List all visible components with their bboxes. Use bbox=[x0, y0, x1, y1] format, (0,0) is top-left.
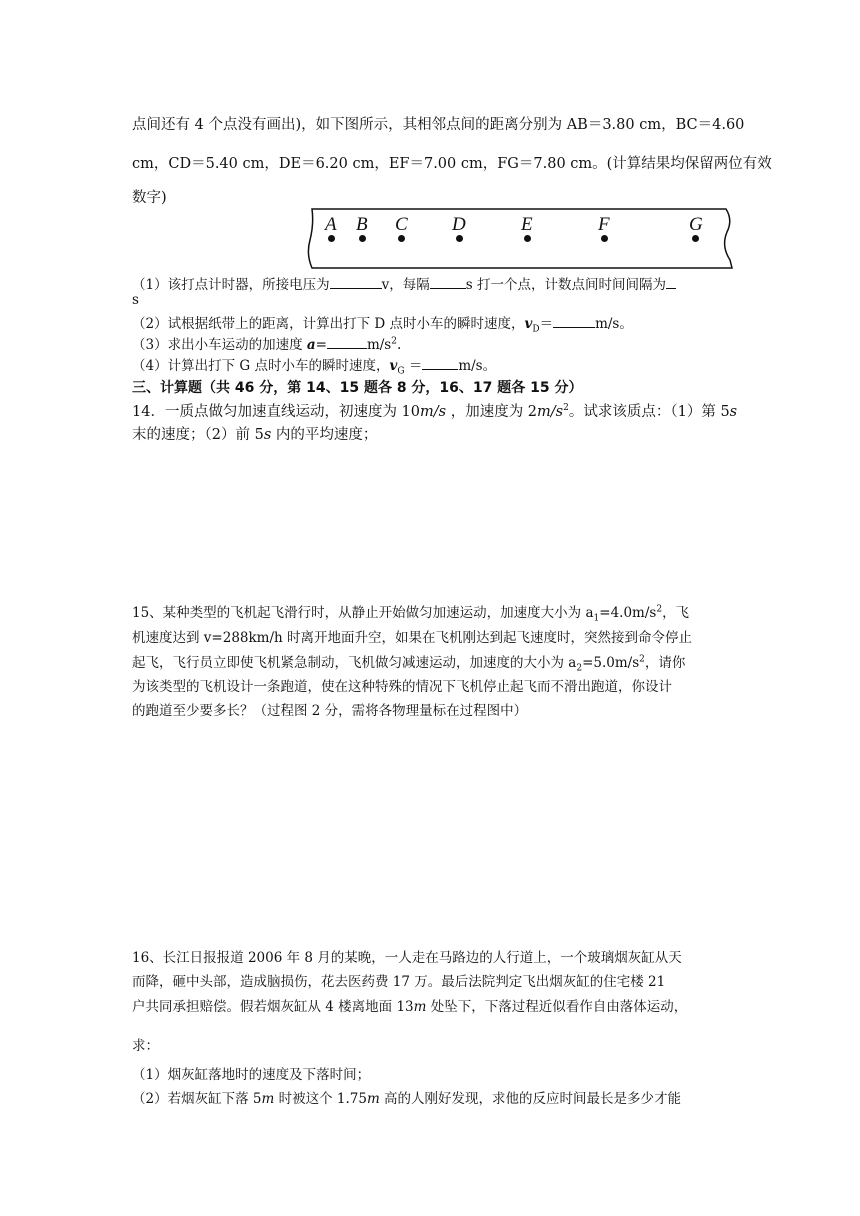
point-label-a: A bbox=[325, 214, 337, 235]
tape-dot-e bbox=[524, 235, 531, 242]
q14-line-2: 末的速度；（2）前 5s 内的平均速度； bbox=[132, 427, 378, 443]
q15-line-3: 起飞，飞行员立即使飞机紧急制动，飞机做匀减速运动，加速度的大小为 $a_2=5.0m/s^2$，请你 bbox=[132, 654, 686, 674]
point-label-e: E bbox=[521, 214, 533, 235]
ticker-tape-figure bbox=[300, 208, 736, 270]
intro-line-3: 数字) bbox=[132, 190, 167, 206]
vd-blank[interactable] bbox=[553, 315, 595, 328]
point-label-c: C bbox=[395, 214, 408, 235]
tape-dot-c bbox=[398, 235, 405, 242]
q15-line-4: 为该类型的飞机设计一条跑道，使在这种特殊的情况下飞机停止起飞而不滑出跑道，你设计 bbox=[132, 679, 672, 695]
q13-part-4: （4）计算出打下 G 点时小车的瞬时速度，$v_G = m/s$。 bbox=[132, 358, 497, 377]
q13-part-1-unit: s bbox=[132, 292, 139, 308]
voltage-blank[interactable] bbox=[330, 276, 382, 289]
q14-line-1: 14．一质点做匀加速直线运动，初速度为 10m/s ，加速度为 $2m/s^2$。试求该质点：（1）第 5s bbox=[132, 403, 738, 420]
q16-line-1: 16、长江日报报道 2006 年 8 月的某晚，一人走在马路边的人行道上，一个玻璃烟灰缸从天 bbox=[132, 950, 682, 966]
q16-line-5: （1）烟灰缸落地时的速度及下落时间； bbox=[132, 1067, 371, 1083]
point-label-g: G bbox=[689, 214, 703, 235]
q16-line-6: （2）若烟灰缸下落 5m 时被这个 1.75m 高的人刚好发现，求他的反应时间最长是多少才能 bbox=[132, 1091, 682, 1107]
point-label-f: F bbox=[598, 214, 610, 235]
q13-part-1: （1）该打点计时器，所接电压为 v，每隔 s 打一个点，计数点间时间间隔为 bbox=[132, 273, 732, 293]
q13-part-3: （3）求出小车运动的加速度 $a= m/s^2$. bbox=[132, 336, 402, 353]
intro-line-1: 点间还有 4 个点没有画出)，如下图所示，其相邻点间的距离分别为 AB＝3.80 cm，BC＝4.60 bbox=[132, 117, 745, 133]
q16-line-3: 户共同承担赔偿。假若烟灰缸从 4 楼离地面 13m 处坠下，下落过程近似看作自由落体运动， bbox=[132, 999, 688, 1015]
q16-line-2: 而降，砸中头部，造成脑损伤，花去医药费 17 万。最后法院判定飞出烟灰缸的住宅楼 21 bbox=[132, 974, 666, 990]
acceleration-blank[interactable] bbox=[327, 336, 367, 349]
q15-line-1: 15、某种类型的飞机起飞滑行时，从静止开始做匀加速运动，加速度大小为 $a_1=4.0m/s^2$，飞 bbox=[132, 604, 690, 624]
tape-dot-f bbox=[601, 235, 608, 242]
section-3-heading: 三、计算题（共 46 分，第 14、15 题各 8 分，16、17 题各 15 分） bbox=[132, 380, 583, 396]
point-label-b: B bbox=[356, 214, 368, 235]
tape-dot-a bbox=[328, 235, 335, 242]
q13-part-2: （2）试根据纸带上的距离，计算出打下 D 点时小车的瞬时速度，$v_D= m/s$。 bbox=[132, 316, 633, 335]
q16-line-4: 求： bbox=[132, 1038, 159, 1054]
vg-blank[interactable] bbox=[422, 357, 458, 370]
interval-blank[interactable] bbox=[666, 276, 676, 289]
tape-dot-b bbox=[359, 235, 366, 242]
period-blank[interactable] bbox=[430, 276, 466, 289]
tape-dot-d bbox=[456, 235, 463, 242]
point-label-d: D bbox=[452, 214, 466, 235]
q15-line-5: 的跑道至少要多长？（过程图 2 分，需将各物理量标在过程图中） bbox=[132, 703, 528, 719]
intro-line-2: cm，CD＝5.40 cm，DE＝6.20 cm，EF＝7.00 cm，FG＝7.80 cm。(计算结果均保留两位有效 bbox=[132, 156, 772, 172]
tape-dot-g bbox=[692, 235, 699, 242]
q15-line-2: 机速度达到 v=288km/h 时离开地面升空，如果在飞机刚达到起飞速度时，突然接到命令停止 bbox=[132, 630, 693, 646]
